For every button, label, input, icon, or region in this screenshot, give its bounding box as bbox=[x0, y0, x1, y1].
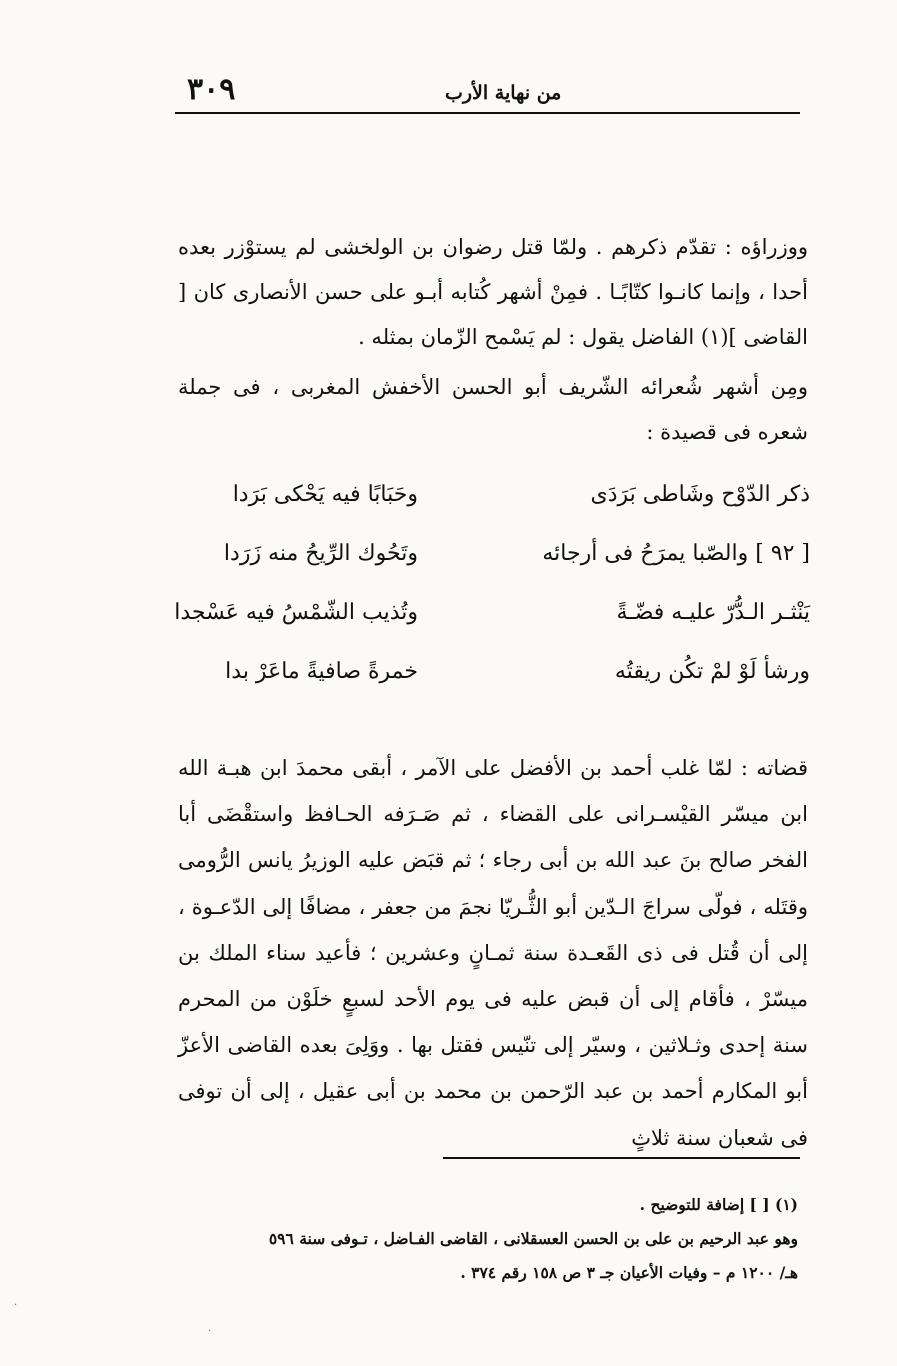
scan-speck: · bbox=[208, 1326, 212, 1337]
poem-verse bbox=[178, 541, 810, 600]
page-number: ٣٠٩ bbox=[187, 72, 236, 107]
footnote-1: (١) [ ] إضافة للتوضيح . bbox=[639, 1195, 798, 1214]
verse-first-hemistich: [ ٩٢ ] والصّبا يمرَحُ فى أرجائه bbox=[542, 541, 810, 566]
poem-verse bbox=[178, 659, 810, 718]
poem bbox=[174, 482, 810, 718]
verse-second-hemistich: وتُذيب الشّمْسُ فيه عَسْجدا bbox=[174, 600, 418, 625]
footnote-2-line-2: هـ/ ١٢٠٠ م – وفيات الأعيان جـ ٣ ص ١٥٨ رقم ٣٧٤ . bbox=[460, 1263, 798, 1282]
verse-second-hemistich: خمرةً صافيةً ماعَرْ بدا bbox=[225, 659, 418, 684]
poem-verse bbox=[178, 482, 810, 541]
header-rule bbox=[175, 112, 800, 114]
paragraph-poets: ومِن أشهر شُعرائه الشّريف أبو الحسن الأخفش المغربى ، فى جملة شعره فى قصيدة : bbox=[178, 375, 808, 444]
poem-verse bbox=[174, 600, 810, 659]
scan-speck: · bbox=[14, 1300, 18, 1311]
page-header bbox=[175, 72, 800, 116]
verse-first-hemistich: ذكر الدّوْح وشَاطى بَرَدَى bbox=[590, 482, 810, 507]
paragraph-judges: قضاته : لمّا غلب أحمد بن الأفضل على الآمر ، أبقى محمدَ ابن هبـة الله ابن ميسّر القيْسـرانى على القضاء ، ثم صَـرَفه الحـافظ واستقْضَى أبا الفخر صالح بنَ عبد الله بن أبى رجاء ؛ ثم قبَض عليه الوزيرُ يانس الرُّومى وقتَله ، فولّى سراجَ الـدّين أبو الثُّـريّا نجمَ من جعفر ، مضافًا إلى الدّعـوة ، إلى أن قُتل فى ذى القَعـدة سنة ثمـانٍ وعشرين ؛ فأعيد سناء الملك بن ميسّرْ ، فأقام إلى أن قبض عليه فى يوم الأحد لسبعٍ خلَوْن من المحرم سنة إحدى وثـلاثين ، وسيّر إلى تنّيس فقتل بها . ووَلِىَ بعده القاضى الأعزّ أبو المكارم أحمد بن عبد الرّحمن بن محمد بن أبى عقيل ، إلى أن توفى فى شعبان سنة ثلاثٍ bbox=[178, 756, 808, 1150]
paragraph-viziers: ووزراؤه : تقدّم ذكرهم . ولمّا قتل رضوان بن الولخشى لم يستوْزر بعده أحدا ، وإنما كانـوا كتّابًـا . فمِنْ أشهر كُتابه أبـو على حسن الأنصارى كان [ القاضى ](١) الفاضل يقول : لم يَسْمح الزّمان بمثله . bbox=[178, 235, 808, 349]
footnotes bbox=[168, 1188, 798, 1290]
verse-first-hemistich: ورشأ لَوْ لمْ تكُن ريقتُه bbox=[614, 659, 810, 684]
running-title: من نهاية الأرب bbox=[445, 82, 562, 104]
footnote-rule bbox=[443, 1157, 800, 1159]
verse-first-hemistich: يَنْثـر الـدُّرّ عليـه فضّـةً bbox=[616, 600, 810, 625]
footnote-2-line-1: وهو عبد الرحيم بن على بن الحسن العسقلانى ، القاضى الفـاضل ، تـوفى سنة ٥٩٦ bbox=[268, 1229, 798, 1248]
verse-second-hemistich: وتَحُوك الرِّيحُ منه زَرَدا bbox=[223, 541, 418, 566]
verse-second-hemistich: وحَبَابًا فيه يَحْكى بَرَدا bbox=[232, 482, 418, 507]
